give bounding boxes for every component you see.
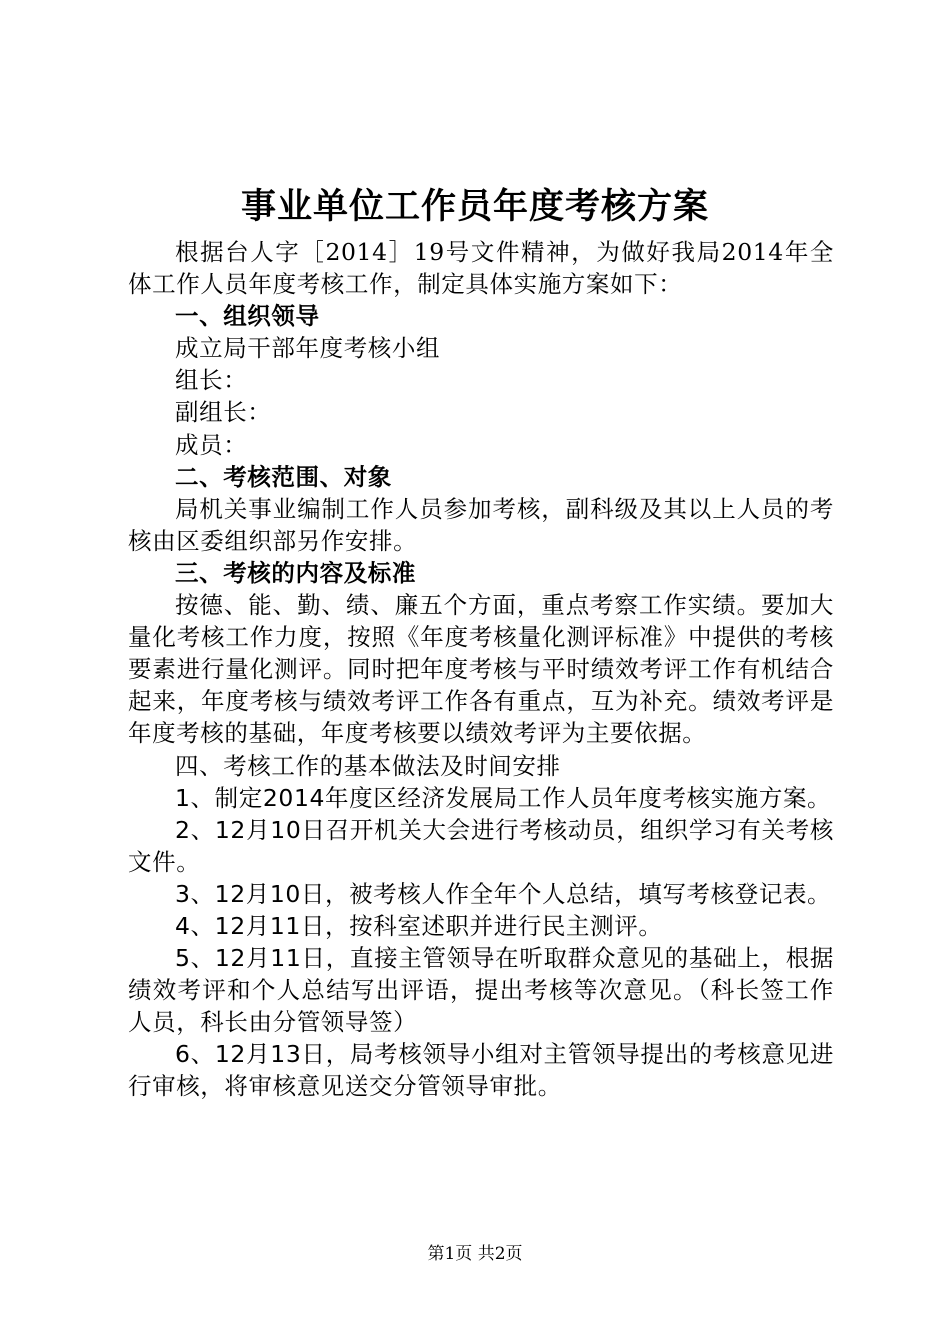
section4-item: 5、12月11日，直接主管领导在听取群众意见的基础上，根据绩效考评和个人总结写出评语，提出考核等次意见。（科长签工作人员，科长由分管领导签） [128, 944, 834, 1037]
section4-item: 2、12月10日召开机关大会进行考核动员，组织学习有关考核文件。 [128, 815, 834, 876]
section1-line: 成立局干部年度考核小组 [175, 334, 441, 363]
section2-paragraph: 局机关事业编制工作人员参加考核，副科级及其以上人员的考核由区委组织部另作安排。 [128, 494, 834, 555]
section1-line: 组长： [175, 366, 248, 395]
section4-item: 6、12月13日，局考核领导小组对主管领导提出的考核意见进行审核，将审核意见送交分管领导审批。 [128, 1040, 834, 1101]
section3-heading: 三、考核的内容及标准 [175, 558, 416, 587]
document-body [128, 236, 834, 1103]
section3-paragraph: 按德、能、勤、绩、廉五个方面，重点考察工作实绩。要加大量化考核工作力度，按照《年度考核量化测评标准》中提供的考核要素进行量化测评。同时把年度考核与平时绩效考评工作有机结合起来，年度考核与绩效考评工作各有重点，互为补充。绩效考评是年度考核的基础，年度考核要以绩效考评为主要依据。 [128, 591, 834, 748]
section4-item: 1、制定2014年度区经济发展局工作人员年度考核实施方案。 [175, 783, 832, 812]
section1-line: 成员： [175, 430, 248, 459]
section4-item: 3、12月10日，被考核人作全年个人总结，填写考核登记表。 [175, 879, 832, 908]
section4-item: 4、12月11日，按科室述职并进行民主测评。 [175, 911, 663, 940]
section1-heading: 一、组织领导 [175, 302, 320, 331]
intro-paragraph: 根据台人字［2014］19号文件精神，为做好我局2014年全体工作人员年度考核工作，制定具体实施方案如下： [128, 238, 834, 299]
document-title: 事业单位工作员年度考核方案 [240, 186, 709, 227]
section2-heading: 二、考核范围、对象 [175, 462, 392, 491]
page-footer: 第1页 共2页 [427, 1244, 523, 1264]
section1-line: 副组长： [175, 398, 272, 427]
section4-heading: 四、考核工作的基本做法及时间安排 [175, 751, 561, 780]
